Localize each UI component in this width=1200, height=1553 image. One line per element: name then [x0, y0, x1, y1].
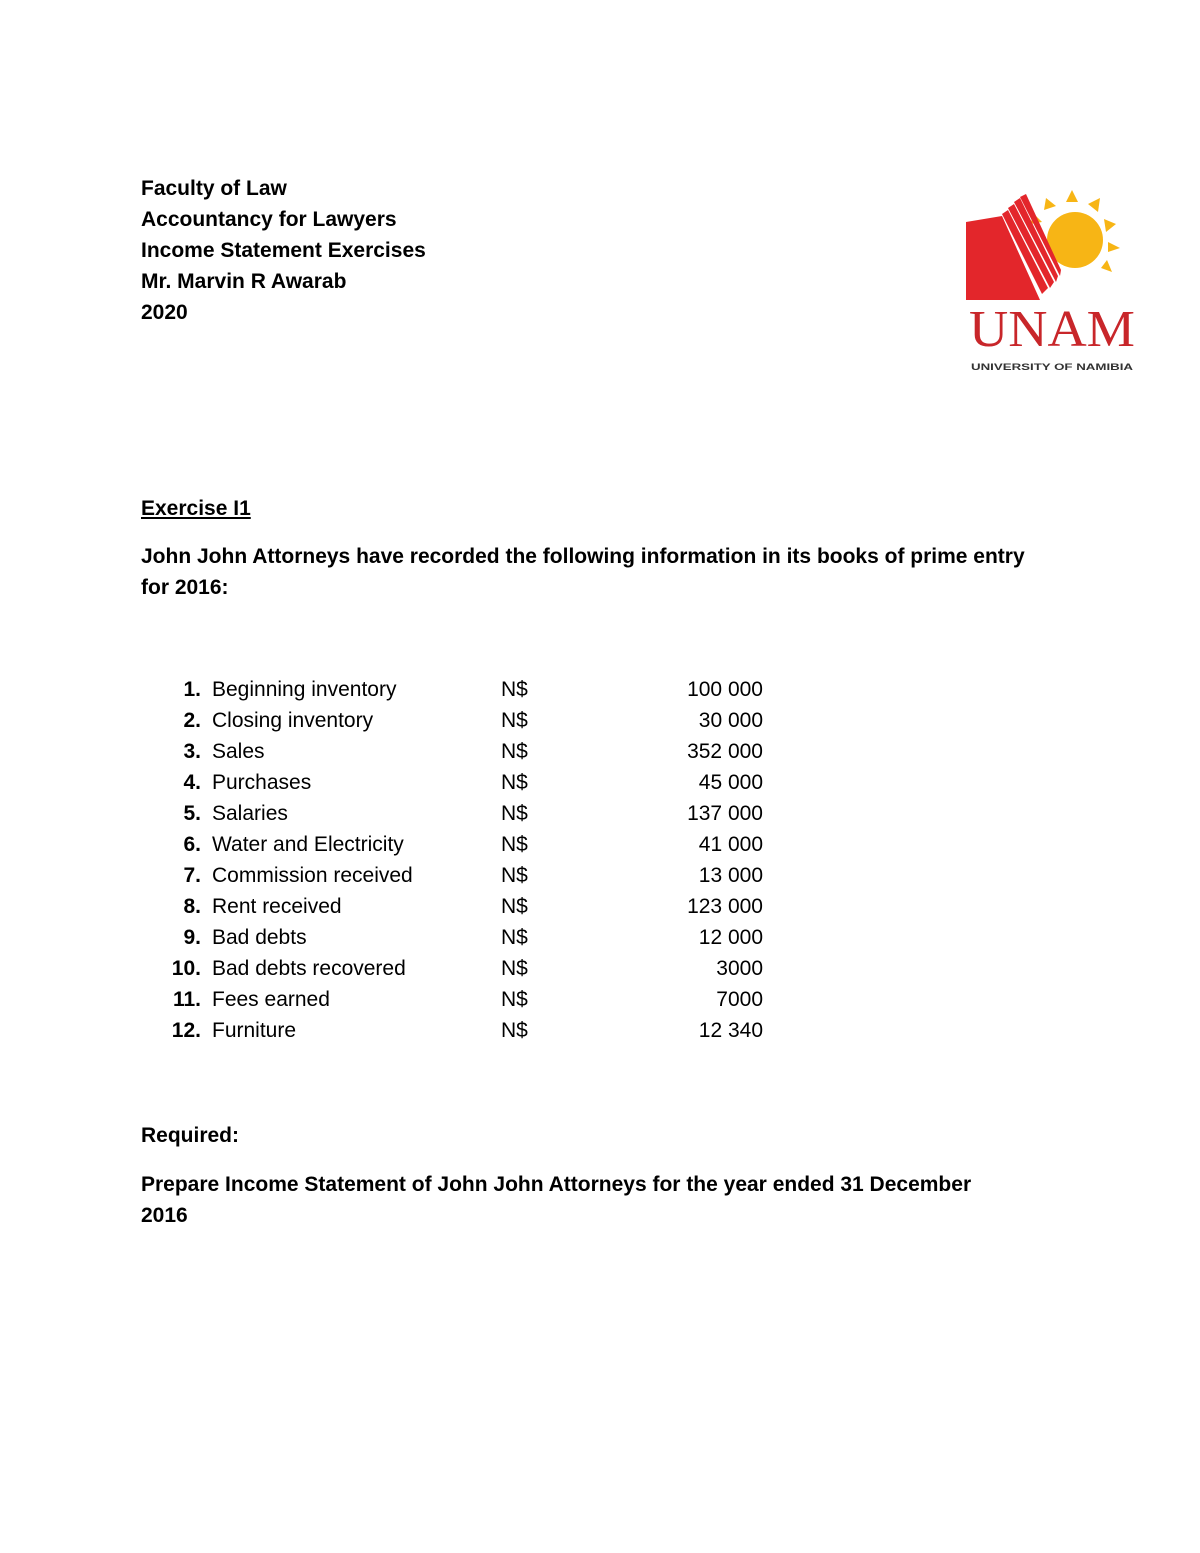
- item-number: 12.: [171, 1019, 201, 1042]
- unam-logo: [962, 188, 1142, 374]
- item-currency: N$: [501, 1019, 528, 1042]
- item-label: Beginning inventory: [212, 678, 397, 701]
- item-amount: 137 000: [687, 802, 763, 825]
- item-label: Water and Electricity: [212, 833, 404, 856]
- document-header: [141, 173, 426, 328]
- item-currency: N$: [501, 988, 528, 1011]
- item-amount: 100 000: [687, 678, 763, 701]
- item-currency: N$: [501, 926, 528, 949]
- topic-title: Income Statement Exercises: [141, 239, 426, 262]
- item-label: Sales: [212, 740, 265, 763]
- required-instruction: Prepare Income Statement of John John Attorneys for the year ended 31 December 2016: [141, 1173, 972, 1227]
- item-amount: 41 000: [698, 833, 763, 856]
- item-amount: 7000: [716, 988, 763, 1011]
- item-amount: 12 000: [698, 926, 763, 949]
- item-number: 2.: [183, 709, 201, 732]
- item-number: 5.: [183, 802, 201, 825]
- item-currency: N$: [501, 678, 528, 701]
- item-currency: N$: [501, 957, 528, 980]
- item-number: 9.: [183, 926, 201, 949]
- item-currency: N$: [501, 709, 528, 732]
- item-number: 6.: [183, 833, 201, 856]
- item-number: 4.: [183, 771, 201, 794]
- lecturer-name: Mr. Marvin R Awarab: [141, 270, 347, 293]
- item-amount: 123 000: [687, 895, 763, 918]
- item-label: Bad debts recovered: [212, 957, 406, 980]
- item-label: Salaries: [212, 802, 288, 825]
- document-year: 2020: [141, 301, 188, 324]
- item-currency: N$: [501, 802, 528, 825]
- item-amount: 12 340: [698, 1019, 763, 1042]
- item-currency: N$: [501, 740, 528, 763]
- item-label: Furniture: [212, 1019, 297, 1042]
- item-amount: 352 000: [687, 740, 763, 763]
- item-label: Bad debts: [212, 926, 307, 949]
- unam-wordmark: UNAM: [969, 301, 1135, 358]
- item-number: 8.: [183, 895, 201, 918]
- item-number: 11.: [172, 988, 201, 1011]
- item-label: Closing inventory: [212, 709, 374, 732]
- item-label: Fees earned: [212, 988, 330, 1011]
- item-currency: N$: [501, 771, 528, 794]
- item-number: 7.: [183, 864, 201, 887]
- item-number: 10.: [171, 957, 201, 980]
- item-amount: 45 000: [698, 771, 763, 794]
- exercise-intro: John John Attorneys have recorded the following information in its books of prime entry for 2016:: [141, 545, 1025, 599]
- item-amount: 13 000: [698, 864, 763, 887]
- faculty-name: Faculty of Law: [141, 177, 287, 200]
- item-label: Purchases: [212, 771, 312, 794]
- item-number: 1.: [183, 678, 201, 701]
- required-heading: Required:: [141, 1124, 240, 1147]
- exercise-heading: Exercise I1: [141, 497, 251, 520]
- book-icon: [966, 194, 1061, 300]
- item-currency: N$: [501, 864, 528, 887]
- item-label: Commission received: [212, 864, 413, 887]
- unam-subtitle: UNIVERSITY OF NAMIBIA: [971, 362, 1134, 372]
- sun-icon: [1030, 190, 1120, 272]
- item-label: Rent received: [212, 895, 342, 918]
- item-currency: N$: [501, 833, 528, 856]
- item-amount: 30 000: [698, 709, 763, 732]
- course-name: Accountancy for Lawyers: [141, 208, 397, 231]
- item-number: 3.: [183, 740, 201, 763]
- item-currency: N$: [501, 895, 528, 918]
- item-amount: 3000: [716, 957, 763, 980]
